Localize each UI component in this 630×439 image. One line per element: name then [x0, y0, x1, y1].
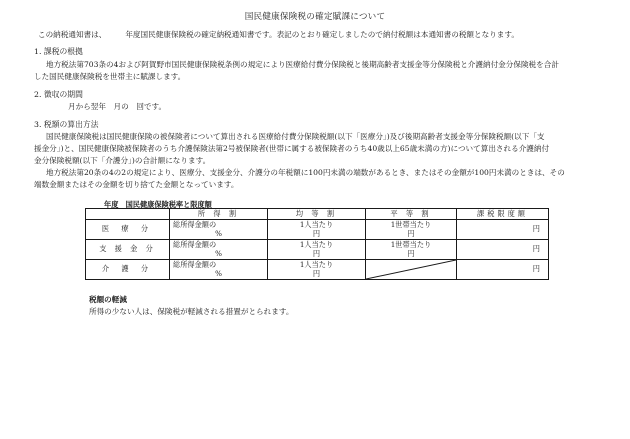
per-capita-cell [268, 259, 366, 279]
row-name: 介 護 分 [86, 259, 170, 279]
income-rate-cell [170, 239, 268, 259]
row-name: 医 療 分 [86, 219, 170, 239]
section-text-line: 月から翌年 月の 回です。 [68, 102, 167, 111]
income-rate-cell [170, 259, 268, 279]
rate-table-header [86, 209, 549, 220]
cell-label: 1人当たり [299, 219, 334, 229]
per-household-cell [366, 239, 457, 259]
cell-unit: % [215, 229, 222, 238]
section-text-line: 国民健康保険税は国民健康保険の被保険者について算出される医療給付費分保険税額(以下「医療分」)及び後期高齢者支援金等分保険税額(以下「支 [46, 132, 545, 141]
income-rate-cell [170, 219, 268, 239]
header-cell: 課税限度額 [457, 209, 549, 220]
section-heading-method: 3. 税額の算出方法 [34, 120, 99, 129]
reduction-heading: 税額の軽減 [89, 295, 127, 304]
section-text-line: 地方税法第20条の4の2の規定により、医療分、支援金分、介護分の年税額に100円未満の端数があるとき、またはその金額が100円未満のときは、その [46, 168, 565, 177]
cell-unit: 円 [407, 229, 415, 238]
intro-text: この納税通知書は、 年度国民健康保険税の確定納税通知書です。表記のとおり確定しましたので納付税額は本通知書の税額となります。 [38, 30, 519, 39]
section-text-line: 援金分」)と、国民健康保険被保険者のうち介護保険法第2号被保険者(世帯に属する被保険者のうち40歳以上65歳未満の方)について算出される介護納付 [34, 144, 550, 153]
row-name: 支 援 金 分 [86, 239, 170, 259]
table-row [86, 219, 549, 239]
not-applicable-cell [366, 259, 457, 279]
per-capita-cell [268, 219, 366, 239]
cell-unit: % [215, 269, 222, 278]
section-text-line: 金分保険税額(以下「介護分」)の合計額になります。 [34, 156, 211, 165]
cell-label: 総所得金額の [173, 259, 217, 269]
per-household-cell [366, 219, 457, 239]
section-heading-basis: 1. 課税の根拠 [34, 47, 83, 56]
section-text-line: した国民健康保険税を世帯主に賦課します。 [34, 72, 186, 81]
limit-cell: 円 [457, 239, 549, 259]
header-cell: 平 等 割 [366, 209, 457, 220]
header-cell: 均 等 割 [268, 209, 366, 220]
table-row [86, 259, 549, 279]
header-cell: 所 得 割 [170, 209, 268, 220]
cell-label: 総所得金額の [173, 219, 217, 229]
rate-table [85, 208, 549, 280]
section-text-line: 地方税法第703条の4および阿賀野市国民健康保険税条例の規定により医療給付費分保険税と後期高齢者支援金等分保険税と介護納付金分保険税を合計 [46, 60, 559, 69]
limit-cell: 円 [457, 259, 549, 279]
cell-label: 1世帯当たり [390, 239, 432, 249]
cell-label: 1人当たり [299, 259, 334, 269]
cell-label: 1人当たり [299, 239, 334, 249]
cell-unit: 円 [312, 269, 321, 278]
cell-unit: % [215, 249, 222, 258]
header-cell [86, 209, 170, 220]
page-title: 国民健康保険税の確定賦課について [244, 12, 386, 22]
rate-table-caption: 年度 国民健康保険税率と限度額 [104, 200, 212, 209]
section-heading-period: 2. 徴収の期間 [34, 90, 83, 99]
limit-cell: 円 [457, 219, 549, 239]
table-row [86, 239, 549, 259]
per-capita-cell [268, 239, 366, 259]
diagonal-slash [366, 260, 456, 279]
section-text-line: 端数金額またはその金額を切り捨てた金額となっています。 [34, 180, 239, 189]
cell-label: 1世帯当たり [390, 219, 432, 229]
cell-unit: 円 [407, 249, 415, 258]
cell-unit: 円 [312, 249, 321, 258]
cell-label: 総所得金額の [173, 239, 217, 249]
cell-unit: 円 [312, 229, 321, 238]
reduction-text: 所得の少ない人は、保険税が軽減される措置がとられます。 [89, 307, 294, 316]
